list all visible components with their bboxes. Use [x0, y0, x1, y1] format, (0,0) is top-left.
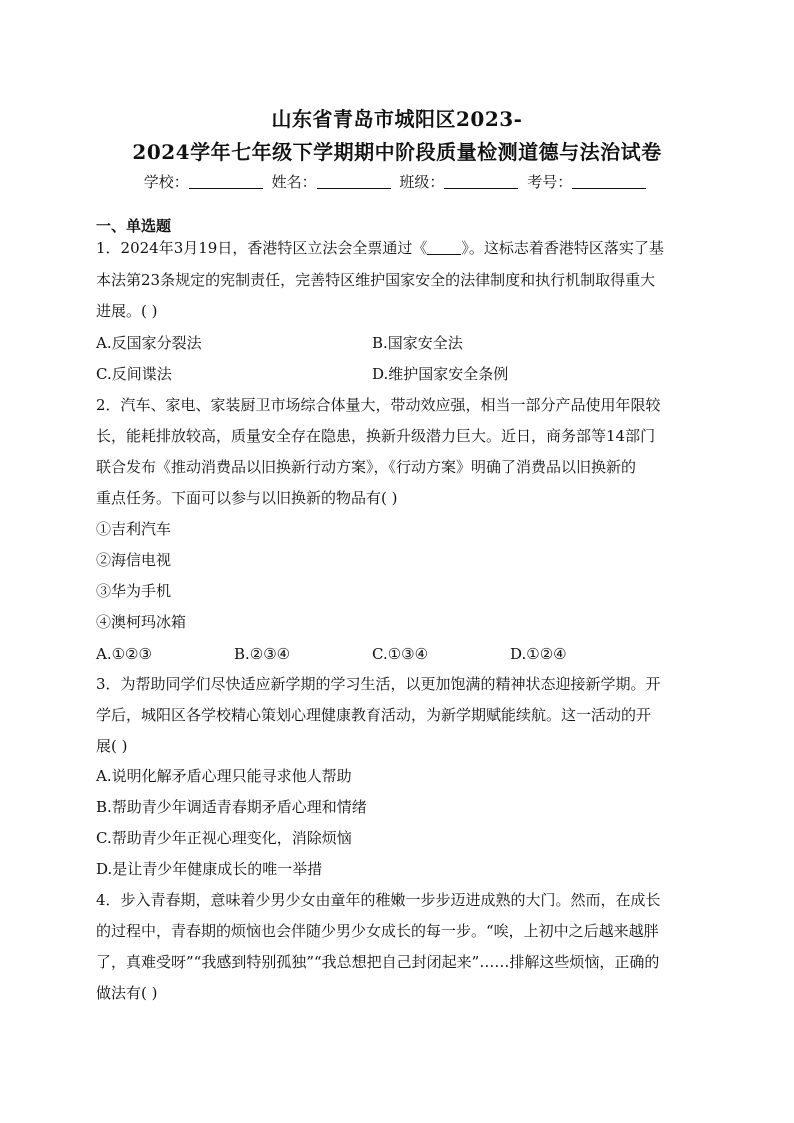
q2-item-4: ④澳柯玛冰箱 — [96, 613, 187, 631]
q1-line-1-pre: 1．2024年3月19日，香港特区立法会全票通过《 — [96, 239, 428, 257]
q3-option-d[interactable]: D.是让青少年健康成长的唯一举措 — [96, 860, 323, 878]
exam-no-blank[interactable] — [572, 174, 646, 189]
q2-line-1: 2．汽车、家电、家装厨卫市场综合体量大，带动效应强，相当一部分产品使用年限较 — [96, 396, 661, 414]
q4-line-2: 的过程中，青春期的烦恼也会伴随少男少女成长的每一步。“唉，上初中之后越来越胖 — [96, 922, 659, 940]
q3-line-3: 展( ) — [96, 737, 128, 755]
school-blank[interactable] — [189, 174, 263, 189]
school-label: 学校： — [143, 173, 189, 191]
section-title: 一、单选题 — [96, 217, 172, 235]
q1-line-1-post: 》。这标志着香港特区落实了基 — [461, 239, 664, 257]
q1-option-b[interactable]: B.国家安全法 — [372, 334, 463, 352]
q2-option-c[interactable]: C.①③④ — [372, 645, 429, 663]
q2-option-b[interactable]: B.②③④ — [234, 645, 291, 663]
q2-line-3: 联合发布《推动消费品以旧换新行动方案》，《行动方案》明确了消费品以旧换新的 — [96, 458, 637, 476]
q3-option-a[interactable]: A.说明化解矛盾心理只能寻求他人帮助 — [96, 767, 352, 785]
q1-line-3: 进展。( ) — [96, 302, 158, 320]
q1-line-2: 本法第23条规定的宪制责任，完善特区维护国家安全的法律制度和执行机制取得重大 — [96, 271, 656, 289]
q1-option-d[interactable]: D.维护国家安全条例 — [372, 365, 509, 383]
q3-option-b[interactable]: B.帮助青少年调适青春期矛盾心理和情绪 — [96, 798, 367, 816]
q2-option-a[interactable]: A.①②③ — [96, 645, 152, 663]
q3-line-2: 学后，城阳区各学校精心策划心理健康教育活动，为新学期赋能续航。这一活动的开 — [96, 706, 652, 724]
name-blank[interactable] — [317, 174, 391, 189]
class-label: 班级： — [399, 173, 445, 191]
q4-line-4: 做法有( ) — [96, 984, 158, 1002]
q2-line-2: 长，能耗排放较高，质量安全存在隐患，换新升级潜力巨大。近日，商务部等14部门 — [96, 427, 656, 445]
student-info-bar — [0, 171, 794, 192]
q2-line-4: 重点任务。下面可以参与以旧换新的物品有( ) — [96, 489, 398, 507]
q3-option-c[interactable]: C.帮助青少年正视心理变化，消除烦恼 — [96, 829, 352, 847]
q2-item-3: ③华为手机 — [96, 582, 172, 600]
q1-fill-blank — [427, 240, 461, 255]
q1-line-1 — [96, 239, 696, 257]
q2-item-2: ②海信电视 — [96, 551, 172, 569]
title-line-2: 2024学年七年级下学期期中阶段质量检测道德与法治试卷 — [132, 140, 662, 164]
q1-option-c[interactable]: C.反间谍法 — [96, 365, 172, 383]
title-line-1: 山东省青岛市城阳区2023- — [271, 107, 523, 131]
name-label: 姓名： — [271, 173, 317, 191]
q2-item-1: ①吉利汽车 — [96, 520, 172, 538]
q2-option-d[interactable]: D.①②④ — [510, 645, 567, 663]
q1-option-a[interactable]: A.反国家分裂法 — [96, 334, 202, 352]
q3-line-1: 3．为帮助同学们尽快适应新学期的学习生活，以更加饱满的精神状态迎接新学期。开 — [96, 675, 661, 693]
q4-line-3: 了，真难受呀”“我感到特别孤独”“我总想把自己封闭起来”……排解这些烦恼，正确的 — [96, 953, 660, 971]
exam-no-label: 考号： — [527, 173, 573, 191]
q4-line-1: 4．步入青春期，意味着少男少女由童年的稚嫩一步步迈进成熟的大门。然而，在成长 — [96, 891, 661, 909]
class-blank[interactable] — [444, 174, 518, 189]
